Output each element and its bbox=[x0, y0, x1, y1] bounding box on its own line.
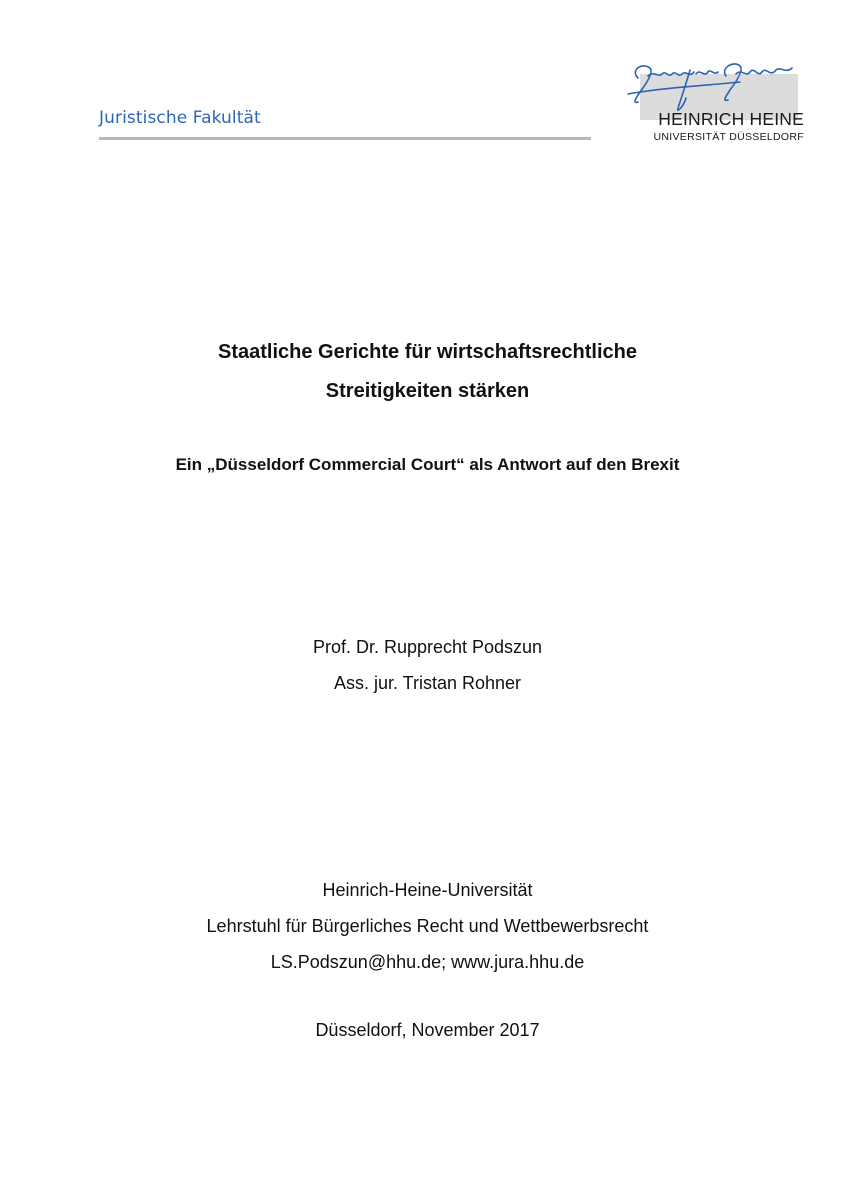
institution-contact: LS.Podszun@hhu.de; www.jura.hhu.de bbox=[270, 952, 585, 972]
signature-logo-icon bbox=[620, 48, 810, 118]
university-logo bbox=[620, 48, 805, 148]
subtitle: Ein „Düsseldorf Commercial Court“ als Antwort auf den Brexit bbox=[175, 455, 680, 474]
place-date: Düsseldorf, November 2017 bbox=[315, 1020, 540, 1040]
author-1: Prof. Dr. Rupprecht Podszun bbox=[312, 637, 543, 657]
logo-university-name: HEINRICH HEINE bbox=[658, 109, 804, 129]
title-line-1: Staatliche Gerichte für wirtschaftsrechtliche bbox=[217, 341, 638, 363]
header-divider bbox=[99, 137, 591, 140]
title-line-2: Streitigkeiten stärken bbox=[325, 380, 530, 402]
logo-university-subtitle: UNIVERSITÄT DÜSSELDORF bbox=[653, 131, 804, 143]
institution-university: Heinrich-Heine-Universität bbox=[322, 880, 533, 900]
author-2: Ass. jur. Tristan Rohner bbox=[333, 673, 522, 693]
institution-chair: Lehrstuhl für Bürgerliches Recht und Wettbewerbsrecht bbox=[206, 916, 649, 936]
faculty-name: Juristische Fakultät bbox=[99, 108, 261, 128]
